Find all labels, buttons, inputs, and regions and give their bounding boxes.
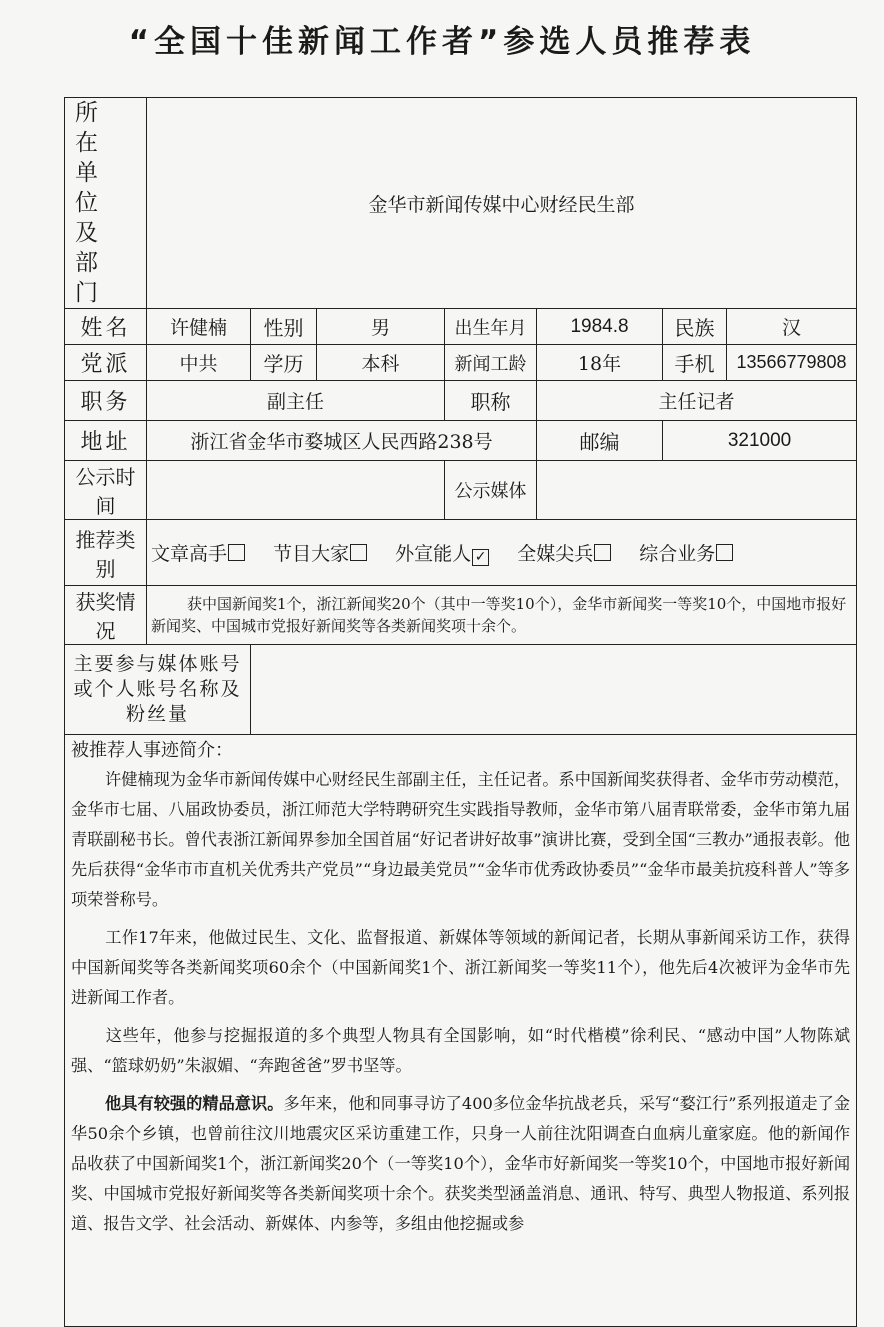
category-option[interactable] (639, 543, 733, 565)
name-row (65, 309, 857, 345)
address-row (65, 421, 857, 461)
education-label: 学历 (251, 345, 317, 381)
story-cell (65, 735, 857, 1327)
category-options (147, 520, 857, 586)
postcode-value[interactable]: 321000 (663, 421, 857, 461)
ethnicity-label: 民族 (663, 309, 727, 345)
unit-row (65, 98, 857, 309)
checkbox-icon[interactable] (594, 544, 611, 561)
seniority-value[interactable]: 18年 (537, 345, 663, 381)
birth-value[interactable]: 1984.8 (537, 309, 663, 345)
category-option-label: 全媒尖兵 (517, 543, 594, 565)
address-label: 地址 (65, 421, 147, 461)
media-account-label: 主要参与媒体账号或个人账号名称及粉丝量 (65, 645, 251, 735)
category-option[interactable] (273, 543, 367, 565)
media-account-value[interactable] (251, 645, 857, 735)
title-label: 职称 (445, 381, 537, 421)
party-row (65, 345, 857, 381)
education-value[interactable]: 本科 (317, 345, 445, 381)
checkbox-icon[interactable] (350, 544, 367, 561)
story-paragraph: 这些年，他参与挖掘报道的多个典型人物具有全国影响，如“时代楷模”徐利民、“感动中国”人物陈斌强、“篮球奶奶”朱淑媚、“奔跑爸爸”罗书坚等。 (71, 1026, 851, 1075)
publicity-time-label: 公示时间 (65, 461, 147, 520)
story-emphasis: 他具有较强的精品意识。 (105, 1094, 284, 1113)
checkbox-icon[interactable] (228, 544, 245, 561)
recommendation-form (64, 97, 857, 1327)
category-option[interactable] (151, 543, 245, 565)
publicity-media-label: 公示媒体 (445, 461, 537, 520)
gender-value[interactable]: 男 (317, 309, 445, 345)
category-row (65, 520, 857, 586)
postcode-label: 邮编 (537, 421, 663, 461)
story-paragraph: 他具有较强的精品意识。多年来，他和同事寻访了400多位金华抗战老兵，采写“婺江行”系列报道走了金华50余个乡镇，也曾前往汶川地震灾区采访重建工作，只身一人前往沈阳调查白血病儿童家庭。他的新闻作品收获了中国新闻奖1个，浙江新闻奖20个（一等奖10个），金华市好新闻奖一等奖10个，中国地市报好新闻奖、中国城市党报好新闻奖等各类新闻奖项十余个。获奖类型涵盖消息、通讯、特写、典型人物报道、系列报道、报告文学、社会活动、新媒体、内参等，多组由他挖掘或参 (71, 1094, 851, 1233)
seniority-label: 新闻工龄 (445, 345, 537, 381)
category-option[interactable] (395, 543, 489, 565)
story-row (65, 735, 857, 1327)
category-option-label: 综合业务 (639, 543, 716, 565)
unit-label: 所在单位及部门 (65, 98, 147, 309)
checkbox-checked-icon[interactable]: ✓ (472, 549, 489, 566)
address-value[interactable]: 浙江省金华市婺城区人民西路238号 (147, 421, 537, 461)
birth-label: 出生年月 (445, 309, 537, 345)
ethnicity-value[interactable]: 汉 (727, 309, 857, 345)
awards-row (65, 586, 857, 645)
story-heading: 被推荐人事迹简介： (71, 740, 233, 761)
story-paragraph: 工作17年来，他做过民生、文化、监督报道、新媒体等领域的新闻记者，长期从事新闻采访工作，获得中国新闻奖等各类新闻奖项60余个（中国新闻奖1个、浙江新闻奖一等奖11个），他先后4次被评为金华市先进新闻工作者。 (71, 928, 851, 1007)
category-label: 推荐类别 (65, 520, 147, 586)
category-option-label: 外宣能人 (395, 543, 472, 565)
awards-label: 获奖情况 (65, 586, 147, 645)
awards-cell[interactable] (147, 586, 857, 645)
unit-value[interactable]: 金华市新闻传媒中心财经民生部 (147, 98, 857, 309)
publicity-time-value[interactable] (147, 461, 445, 520)
awards-value: 获中国新闻奖1个，浙江新闻奖20个（其中一等奖10个），金华市新闻奖一等奖10个，中国地市报好新闻奖、中国城市党报好新闻奖等各类新闻奖项十余个。 (151, 595, 847, 635)
page-title: “全国十佳新闻工作者”参选人员推荐表 (128, 24, 756, 60)
phone-value[interactable]: 13566779808 (727, 345, 857, 381)
name-label: 姓名 (65, 309, 147, 345)
phone-label: 手机 (663, 345, 727, 381)
publicity-row (65, 461, 857, 520)
story-paragraph: 许健楠现为金华市新闻传媒中心财经民生部副主任，主任记者。系中国新闻奖获得者、金华市劳动模范，金华市七届、八届政协委员，浙江师范大学特聘研究生实践指导教师，金华市第八届青联常委，金华市第九届青联副秘书长。曾代表浙江新闻界参加全国首届“好记者讲好故事”演讲比赛，受到全国“三教办”通报表彰。他先后获得“金华市市直机关优秀共产党员”“身边最美党员”“金华市优秀政协委员”“金华市最美抗疫科普人”等多项荣誉称号。 (71, 770, 851, 909)
title-value[interactable]: 主任记者 (537, 381, 857, 421)
position-value[interactable]: 副主任 (147, 381, 445, 421)
position-row (65, 381, 857, 421)
checkbox-icon[interactable] (716, 544, 733, 561)
gender-label: 性别 (251, 309, 317, 345)
media-account-row (65, 645, 857, 735)
category-option-label: 文章高手 (151, 543, 228, 565)
position-label: 职务 (65, 381, 147, 421)
name-value[interactable]: 许健楠 (147, 309, 251, 345)
party-label: 党派 (65, 345, 147, 381)
category-option[interactable] (517, 543, 611, 565)
party-value[interactable]: 中共 (147, 345, 251, 381)
category-option-label: 节目大家 (273, 543, 350, 565)
publicity-media-value[interactable] (537, 461, 857, 520)
